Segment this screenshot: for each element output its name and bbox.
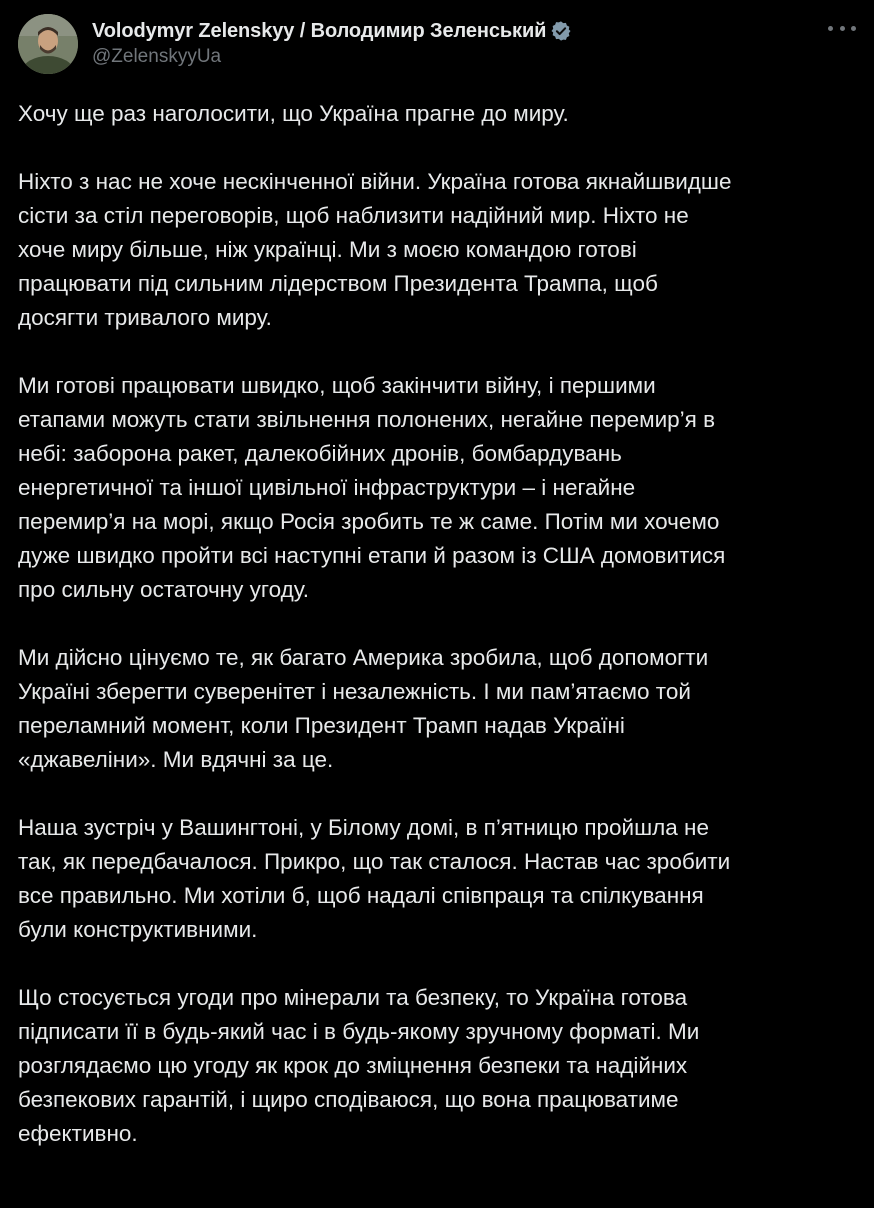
author-handle[interactable]: @ZelenskyyUa — [92, 46, 222, 67]
tweet-paragraph-3: Ми готові працювати швидко, щоб закінчити війну, і першими етапами можуть стати звільнення полонених, негайне перемир’я в небі: заборона ракет, далекобійних дронів, бомбардувань енергетичної та іншої цивільної інфраструктури – і негайне перемир’я на морі, якщо Росія зробить те ж саме. Потім ми хочемо дуже швидко пройти всі наступні етапи й разом із США домовитися про сильну остаточну угоду. — [18, 373, 726, 602]
avatar-photo — [18, 14, 78, 74]
tweet-paragraph-2: Ніхто з нас не хоче нескінченної війни. Україна готова якнайшвидше сісти за стіл переговорів, щоб наблизити надійний мир. Ніхто не хоче миру більше, ніж українці. Ми з моєю командою готові працювати під сильним лідерством Президента Трампа, щоб досягти тривалого миру. — [18, 169, 732, 330]
tweet-paragraph-4: Ми дійсно цінуємо те, як багато Америка зробила, щоб допомогти Україні зберегти суверенітет і незалежність. І ми пам’ятаємо той переламний момент, коли Президент Трамп надав Україні «джавеліни». Ми вдячні за це. — [18, 645, 709, 772]
author-display-name[interactable]: Volodymyr Zelenskyy / Володимир Зеленський — [92, 19, 547, 42]
tweet-paragraph-1: Хочу ще раз наголосити, що Україна прагне до миру. — [18, 101, 569, 126]
more-options-icon[interactable] — [828, 18, 856, 38]
tweet-paragraph-5: Наша зустріч у Вашингтоні, у Білому домі, в п’ятницю пройшла не так, як передбачалося. Прикро, що так сталося. Настав час зробити все правильно. Ми хотіли б, щоб надалі співпраця та спілкування були конструктивними. — [18, 815, 731, 942]
author-names — [92, 18, 572, 68]
avatar[interactable] — [18, 14, 78, 74]
display-name-row — [92, 18, 572, 44]
tweet-text — [18, 97, 864, 1185]
tweet-paragraph-6: Що стосується угоди про мінерали та безпеку, то Україна готова підписати її в будь-який час і в будь-якому зручному форматі. Ми розглядаємо цю угоду як крок до зміцнення безпеки та надійних безпекових гарантій, і щиро сподіваюся, що вона працюватиме ефективно. — [18, 985, 700, 1146]
tweet-header — [18, 12, 858, 76]
verified-badge-icon[interactable] — [550, 20, 572, 42]
